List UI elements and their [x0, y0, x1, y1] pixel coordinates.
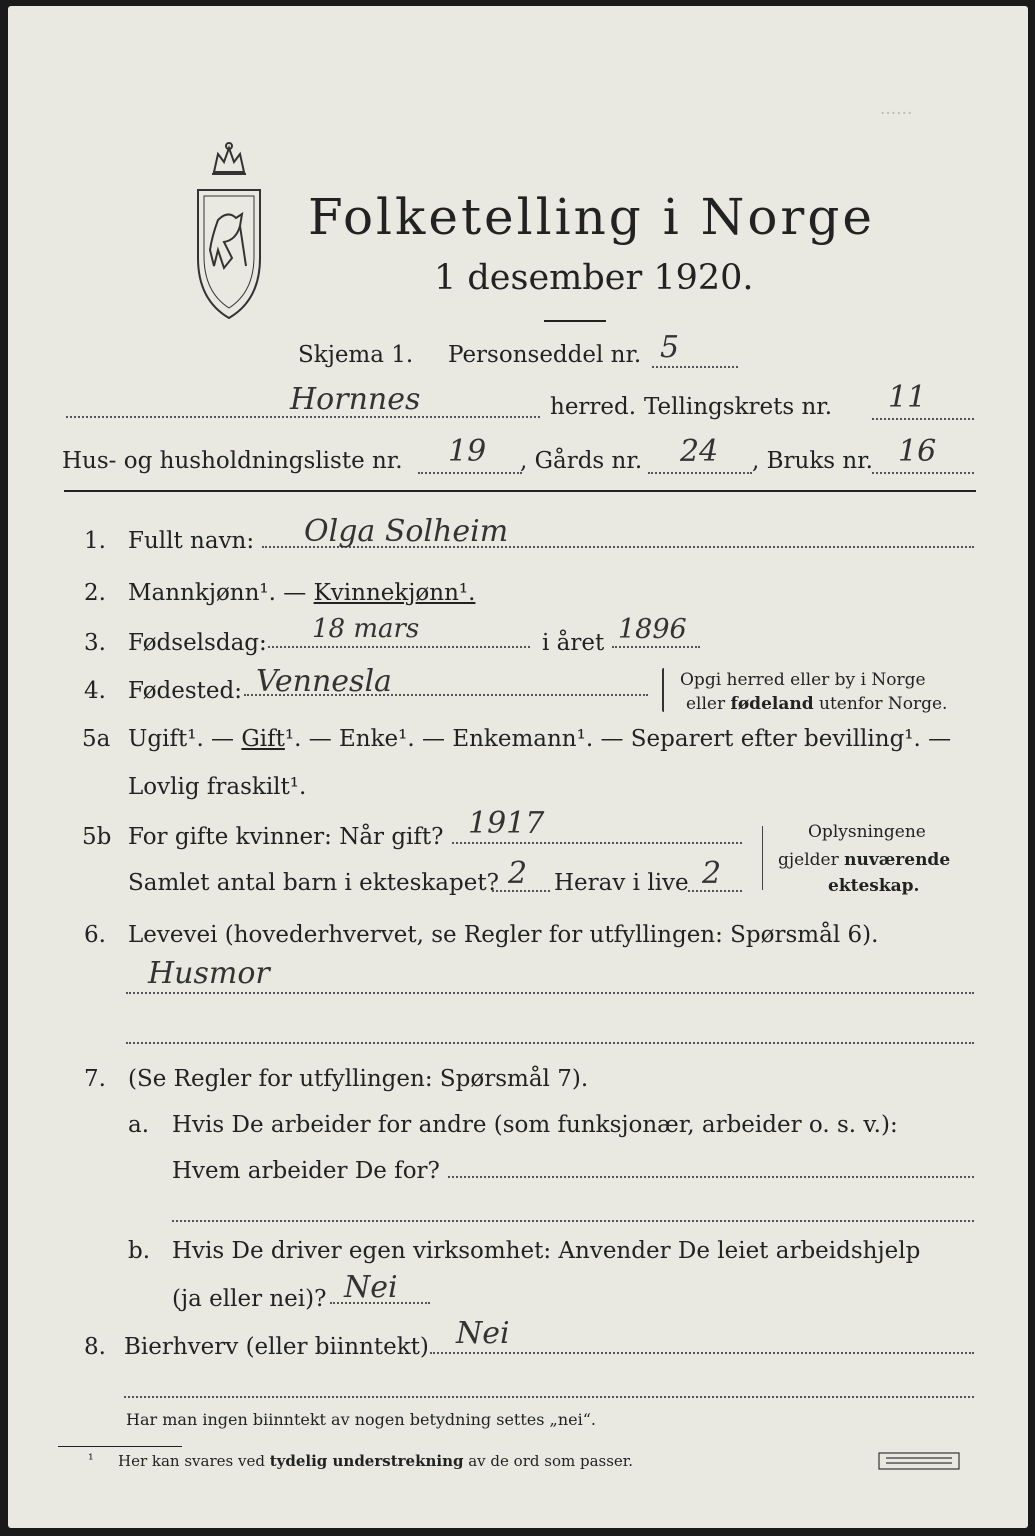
- q5b-note-2: [778, 850, 950, 870]
- bruks-label: , Bruks nr.: [752, 448, 873, 474]
- q4-note-1: Opgi herred eller by i Norge: [680, 670, 926, 690]
- form-title: Folketelling i Norge: [308, 188, 875, 246]
- footnote-text: [118, 1452, 633, 1470]
- q4-label: Fødested:: [128, 678, 243, 704]
- q6-label: Levevei (hovederhvervet, se Regler for utfyllingen: Spørsmål 6).: [128, 922, 879, 948]
- q5a-number: 5a: [82, 726, 111, 752]
- q8-label: Bierhverv (eller biinntekt): [124, 1334, 429, 1360]
- year-line: [612, 646, 700, 648]
- no-income-note: Har man ingen biinntekt av nogen betydning settes „nei“.: [126, 1410, 596, 1429]
- herred-value: Hornnes: [290, 382, 421, 417]
- q5b-note-1: Oplysningene: [808, 822, 926, 842]
- footnote-mark: ¹: [88, 1452, 94, 1468]
- q7a-letter: a.: [128, 1112, 150, 1138]
- q6-number: 6.: [84, 922, 106, 948]
- marital-lovlig-fraskilt: Lovlig fraskilt¹.: [128, 774, 307, 800]
- q1-number: 1.: [84, 528, 106, 554]
- q5b-note-2b: nuværende: [844, 850, 951, 870]
- q7a-text: Hvis De arbeider for andre (som funksjonær, arbeider o. s. v.):: [172, 1112, 898, 1138]
- q7b-question: (ja eller nei)?: [172, 1286, 327, 1312]
- q1-label: Fullt navn:: [128, 528, 255, 554]
- q7b-letter: b.: [128, 1238, 151, 1264]
- personseddel-label: Personseddel nr.: [448, 342, 642, 368]
- q4-note-2b: fødeland: [730, 694, 814, 714]
- gender-text: [128, 580, 475, 606]
- herred-label: herred.: [550, 394, 637, 420]
- alive-label: Herav i live: [554, 870, 689, 896]
- tellingskrets-line: [872, 418, 974, 420]
- header-divider: [64, 490, 976, 492]
- q7a-line-1: [448, 1176, 974, 1178]
- footnote-b: tydelig understrekning: [269, 1452, 464, 1470]
- q4-brace: [662, 668, 664, 712]
- q4-note-2c: utenfor Norge.: [813, 694, 948, 714]
- gards-number: 24: [680, 434, 719, 469]
- schema-label: Skjema 1.: [298, 342, 414, 368]
- children-total-value: 2: [508, 856, 528, 891]
- footnote-divider: [58, 1446, 182, 1447]
- printer-stamp-icon: [878, 1452, 960, 1470]
- bruks-line: [872, 472, 974, 474]
- personseddel-line: [652, 366, 738, 368]
- q7a-line-2: [172, 1220, 974, 1222]
- q8-line-2: [124, 1396, 974, 1398]
- q7b-answer-value: Nei: [344, 1270, 398, 1305]
- tellingskrets-number: 11: [888, 380, 927, 415]
- gards-label: , Gårds nr.: [520, 448, 643, 474]
- hus-label: Hus- og husholdningsliste nr.: [62, 448, 403, 474]
- q7-label: (Se Regler for utfyllingen: Spørsmål 7).: [128, 1066, 589, 1092]
- birth-year-value: 1896: [618, 614, 687, 645]
- occupation-value: Husmor: [148, 956, 270, 991]
- q3-number: 3.: [84, 630, 106, 656]
- q8-line-1: [430, 1352, 974, 1354]
- q2-number: 2.: [84, 580, 106, 606]
- title-divider: [544, 320, 606, 322]
- q7-number: 7.: [84, 1066, 106, 1092]
- q5b-label: For gifte kvinner: Når gift?: [128, 824, 444, 850]
- tellingskrets-label: Tellingskrets nr.: [644, 394, 833, 420]
- q8-number: 8.: [84, 1334, 106, 1360]
- q3-line: [268, 646, 530, 648]
- marital-ugift: Ugift¹. —: [128, 726, 242, 752]
- norway-coat-of-arms-icon: [188, 140, 270, 325]
- married-year-value: 1917: [468, 806, 545, 841]
- marital-gift-underlined: Gift: [241, 726, 285, 752]
- personseddel-number: 5: [660, 330, 680, 365]
- gender-male-option: Mannkjønn¹. —: [128, 580, 314, 606]
- footnote-a: Her kan svares ved: [118, 1452, 270, 1470]
- marital-other-options: ¹. — Enke¹. — Enkemann¹. — Separert efter bevilling¹. —: [284, 726, 952, 752]
- year-label: i året: [542, 630, 605, 656]
- q6-line-1: [126, 992, 974, 994]
- q7a-question: Hvem arbeider De for?: [172, 1158, 440, 1184]
- footnote-c: av de ord som passer.: [463, 1452, 634, 1470]
- q5b-note-2a: gjelder: [778, 850, 845, 870]
- bruks-number: 16: [898, 434, 937, 469]
- census-date: 1 desember 1920.: [434, 258, 754, 298]
- children-label: Samlet antal barn i ekteskapet?: [128, 870, 499, 896]
- gender-female-option-underlined: Kvinnekjønn¹.: [313, 580, 476, 606]
- gards-line: [648, 472, 752, 474]
- side-income-value: Nei: [456, 1316, 510, 1351]
- q5b-note-bracket: [762, 826, 763, 890]
- q3-label: Fødselsdag:: [128, 630, 267, 656]
- q5b-married-line: [452, 842, 742, 844]
- birthday-value: 18 mars: [312, 614, 420, 644]
- full-name-value: Olga Solheim: [304, 514, 509, 549]
- q5b-note-3: ekteskap.: [828, 876, 920, 896]
- marital-status-options: [128, 726, 951, 752]
- q4-note-2: [686, 694, 947, 714]
- birthplace-value: Vennesla: [256, 664, 392, 699]
- q6-line-2: [126, 1042, 974, 1044]
- q5b-number: 5b: [82, 824, 112, 850]
- q4-number: 4.: [84, 678, 106, 704]
- q4-note-2a: eller: [686, 694, 731, 714]
- hus-number: 19: [448, 434, 487, 469]
- bleed-through-text: ······: [880, 104, 913, 124]
- q7b-text: Hvis De driver egen virksomhet: Anvender De leiet arbeidshjelp: [172, 1238, 921, 1264]
- hus-line: [418, 472, 522, 474]
- children-alive-value: 2: [702, 856, 722, 891]
